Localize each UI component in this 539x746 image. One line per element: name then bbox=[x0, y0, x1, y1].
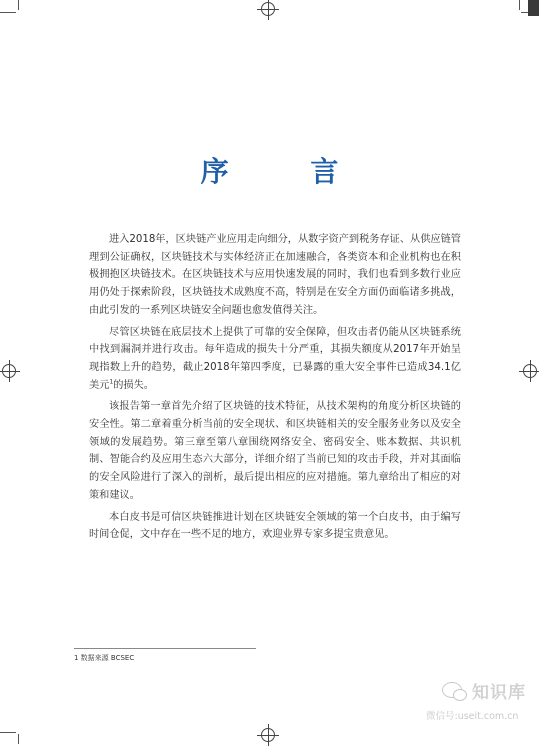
color-bar-mark bbox=[528, 0, 539, 16]
crop-mark bbox=[18, 734, 19, 744]
paragraph-1: 进入2018年，区块链产业应用走向细分，从数字资产到税务存证、从供应链管理到公证确权，区块链技术与实体经济正在加速融合，各类资本和企业机构也在积极拥抱区块链技术。在区块链技术与应用快速发展的同时，我们也看到多数行业应用仍处于探索阶段，区块链技术成熟度不高，特别是在安全方面仍面临诸多挑战，由此引发的一系列区块链安全问题也愈发值得关注。 bbox=[89, 234, 461, 316]
page-title: 序 言 bbox=[200, 155, 375, 188]
footnote-divider bbox=[74, 648, 256, 649]
crop-mark bbox=[18, 0, 19, 10]
registration-mark-right bbox=[523, 364, 537, 378]
registration-mark-left bbox=[2, 364, 16, 378]
paragraph-2 bbox=[89, 324, 461, 395]
registration-mark-bottom bbox=[261, 728, 275, 742]
paragraph-2-text: 尽管区块链在底层技术上提供了可靠的安全保障，但攻击者仍能从区块链系统中找到漏洞并进行攻击。每年造成的损失十分严重，其损失额度从2017年开始呈现指数上升的趋势，截止2018年第四季度，已暴露的重大安全事件已造成34.1亿美元 bbox=[89, 326, 461, 391]
paragraph-2-end: 的损失。 bbox=[113, 379, 154, 391]
crop-mark bbox=[0, 12, 16, 13]
crop-mark bbox=[0, 732, 16, 733]
paragraph-4: 本白皮书是可信区块链推进计划在区块链安全领域的第一个白皮书，由于编写时间仓促，文中存在一些不足的地方，欢迎业界专家多提宝贵意见。 bbox=[89, 511, 461, 541]
wechat-icon bbox=[442, 682, 462, 698]
footnote-ref: 1 bbox=[109, 378, 114, 386]
paragraph-3: 该报告第一章首先介绍了区块链的技术特征，从技术架构的角度分析区块链的安全性。第二章着重分析当前的安全现状、和区块链相关的安全服务业务以及安全领域的发展趋势。第三章至第八章围绕网络安全、密码安全、账本数据、共识机制、智能合约及应用生态六大部分，详细介绍了当前已知的攻击手段，并对其面临的安全风险进行了深入的剖析，最后提出相应的应对措施。第九章给出了相应的对策和建议。 bbox=[89, 401, 461, 501]
watermark-url: 微信号:useit.com.cn bbox=[426, 711, 519, 722]
preface-body bbox=[89, 231, 461, 548]
watermark-name: 知识库 bbox=[472, 683, 526, 703]
registration-mark-top bbox=[261, 2, 275, 16]
footnote: 1 数据来源 BCSEC bbox=[74, 654, 135, 662]
crop-mark bbox=[519, 0, 520, 10]
